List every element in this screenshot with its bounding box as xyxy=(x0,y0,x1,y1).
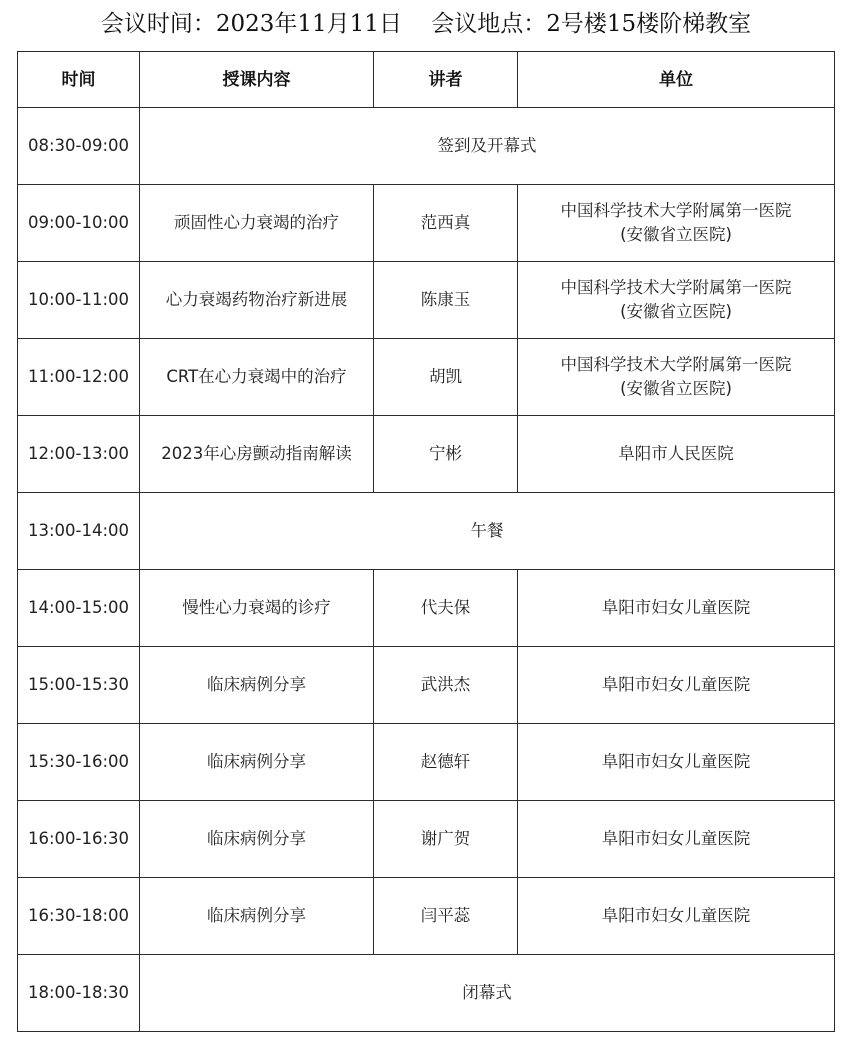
organization-alias: (安徽省立医院) xyxy=(620,302,732,321)
organization-name: 阜阳市妇女儿童医院 xyxy=(601,752,751,771)
organization-name: 阜阳市妇女儿童医院 xyxy=(601,906,751,925)
topic-cell: 心力衰竭药物治疗新进展 xyxy=(140,262,374,339)
time-cell: 15:00-15:30 xyxy=(18,647,140,724)
meeting-header xyxy=(0,6,852,42)
speaker-cell: 代夫保 xyxy=(374,570,518,647)
organization-cell xyxy=(518,647,835,724)
time-cell: 08:30-09:00 xyxy=(18,108,140,185)
speaker-cell: 谢广贺 xyxy=(374,801,518,878)
table-row xyxy=(18,185,835,262)
column-header-time: 时间 xyxy=(18,52,140,108)
time-cell: 16:30-18:00 xyxy=(18,878,140,955)
table-row xyxy=(18,878,835,955)
column-header-topic: 授课内容 xyxy=(140,52,374,108)
organization-alias: (安徽省立医院) xyxy=(620,225,732,244)
speaker-cell: 陈康玉 xyxy=(374,262,518,339)
time-cell: 15:30-16:00 xyxy=(18,724,140,801)
speaker-cell: 武洪杰 xyxy=(374,647,518,724)
time-cell: 16:00-16:30 xyxy=(18,801,140,878)
organization-name: 中国科学技术大学附属第一医院 xyxy=(560,355,792,374)
organization-cell xyxy=(518,185,835,262)
topic-cell: 临床病例分享 xyxy=(140,878,374,955)
speaker-cell: 范西真 xyxy=(374,185,518,262)
merged-session-cell: 午餐 xyxy=(140,493,835,570)
time-cell: 12:00-13:00 xyxy=(18,416,140,493)
table-row xyxy=(18,416,835,493)
speaker-cell: 宁彬 xyxy=(374,416,518,493)
time-cell: 10:00-11:00 xyxy=(18,262,140,339)
organization-name: 中国科学技术大学附属第一医院 xyxy=(560,201,792,220)
speaker-cell: 闫平蕊 xyxy=(374,878,518,955)
table-row xyxy=(18,108,835,185)
time-cell: 13:00-14:00 xyxy=(18,493,140,570)
meeting-place-value: 2号楼15楼阶梯教室 xyxy=(546,11,752,37)
meeting-time-label: 会议时间： xyxy=(100,11,216,37)
organization-name: 阜阳市人民医院 xyxy=(618,444,734,463)
organization-cell xyxy=(518,416,835,493)
speaker-cell: 赵德轩 xyxy=(374,724,518,801)
table-row xyxy=(18,801,835,878)
meeting-time-value: 2023年11月11日 xyxy=(215,11,402,37)
time-cell: 11:00-12:00 xyxy=(18,339,140,416)
merged-session-cell: 闭幕式 xyxy=(140,955,835,1032)
topic-cell: 2023年心房颤动指南解读 xyxy=(140,416,374,493)
organization-cell xyxy=(518,570,835,647)
column-header-speaker: 讲者 xyxy=(374,52,518,108)
organization-cell xyxy=(518,801,835,878)
table-header-row xyxy=(18,52,835,108)
organization-cell xyxy=(518,724,835,801)
time-cell: 18:00-18:30 xyxy=(18,955,140,1032)
agenda-table xyxy=(17,51,835,1032)
table-row xyxy=(18,262,835,339)
organization-name: 阜阳市妇女儿童医院 xyxy=(601,829,751,848)
time-cell: 14:00-15:00 xyxy=(18,570,140,647)
organization-name: 中国科学技术大学附属第一医院 xyxy=(560,278,792,297)
table-row xyxy=(18,647,835,724)
organization-cell xyxy=(518,262,835,339)
topic-cell: 慢性心力衰竭的诊疗 xyxy=(140,570,374,647)
topic-cell: 临床病例分享 xyxy=(140,801,374,878)
topic-cell: 顽固性心力衰竭的治疗 xyxy=(140,185,374,262)
table-row xyxy=(18,955,835,1032)
table-row xyxy=(18,570,835,647)
topic-cell: 临床病例分享 xyxy=(140,647,374,724)
table-row xyxy=(18,493,835,570)
organization-alias: (安徽省立医院) xyxy=(620,379,732,398)
speaker-cell: 胡凯 xyxy=(374,339,518,416)
column-header-organization: 单位 xyxy=(518,52,835,108)
table-row xyxy=(18,724,835,801)
organization-name: 阜阳市妇女儿童医院 xyxy=(601,675,751,694)
organization-name: 阜阳市妇女儿童医院 xyxy=(601,598,751,617)
table-row xyxy=(18,339,835,416)
topic-cell: 临床病例分享 xyxy=(140,724,374,801)
organization-cell xyxy=(518,878,835,955)
merged-session-cell: 签到及开幕式 xyxy=(140,108,835,185)
organization-cell xyxy=(518,339,835,416)
time-cell: 09:00-10:00 xyxy=(18,185,140,262)
meeting-place-label: 会议地点： xyxy=(431,11,547,37)
topic-cell: CRT在心力衰竭中的治疗 xyxy=(140,339,374,416)
